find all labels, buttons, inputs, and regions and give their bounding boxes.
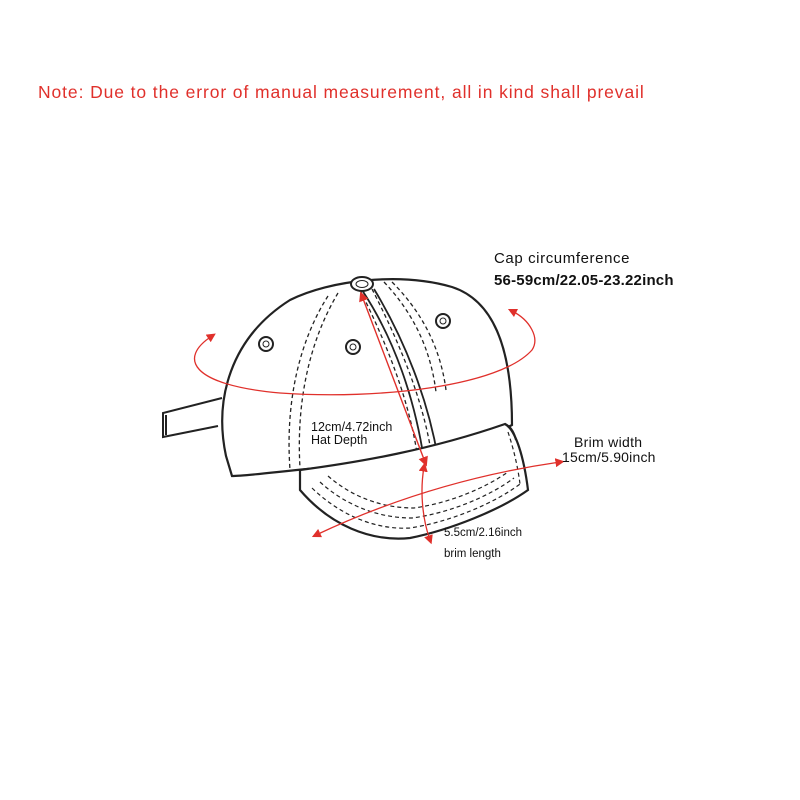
depth-value: 12cm/4.72inch xyxy=(311,420,393,434)
circumference-value: 56-59cm/22.05-23.22inch xyxy=(494,272,674,289)
brim-length-value: 5.5cm/2.16inch xyxy=(444,527,522,539)
top-button-inner xyxy=(356,281,368,288)
back-strap xyxy=(163,398,222,437)
brim-width-label: Brim width xyxy=(574,434,643,450)
note-text: Note: Due to the error of manual measurement, all in kind shall prevail xyxy=(38,82,645,102)
brim-width-value: 15cm/5.90inch xyxy=(562,449,656,465)
circumference-label: Cap circumference xyxy=(494,250,631,267)
depth-label: Hat Depth xyxy=(311,433,368,447)
brim-length-label: brim length xyxy=(444,548,501,560)
